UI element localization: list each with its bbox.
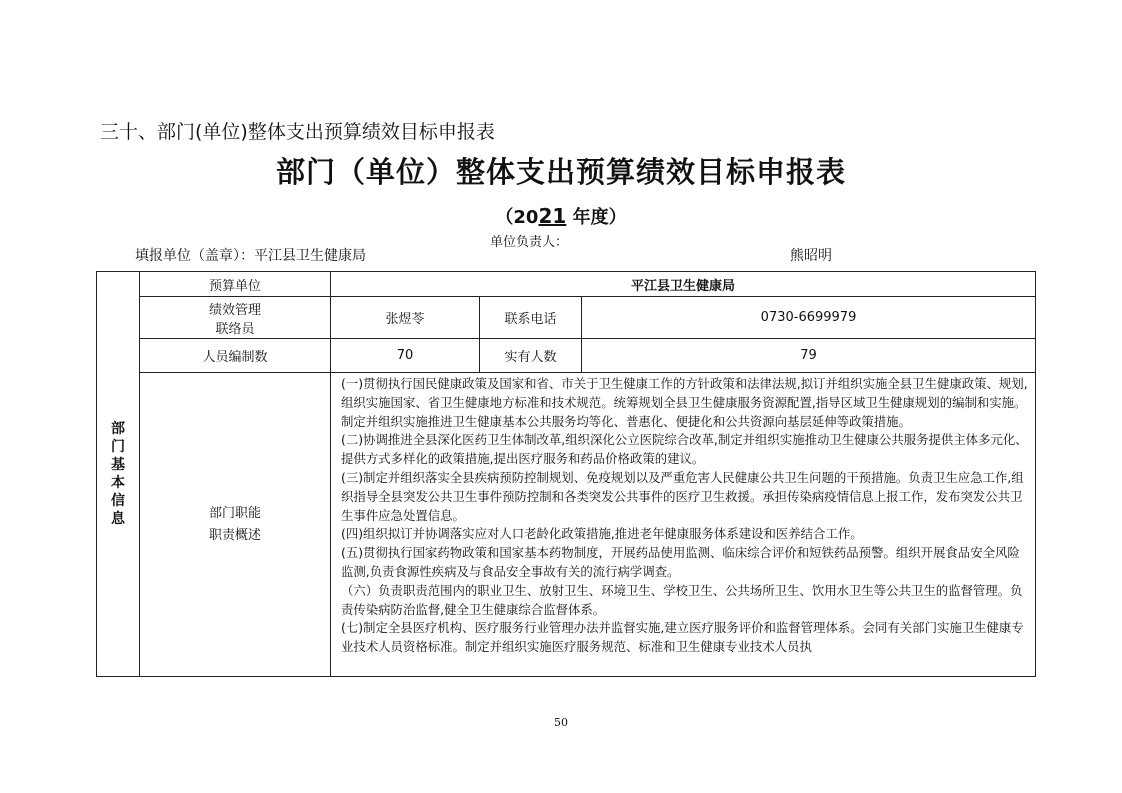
phone-value: 0730-6699979 [582,297,1036,339]
actual-value: 79 [582,339,1036,373]
page-number: 50 [554,716,568,729]
duty-paragraph-1: (一)贯彻执行国民健康政策及国家和省、市关于卫生健康工作的方针政策和法律法规,拟订并组织实施全县卫生健康政策、规划,组织实施国家、省卫生健康地方标准和技术规范。统筹规划全县卫生健康服务资源配置,指导区域卫生健康规划的编制和实施。制定并组织实施推进卫生健康基本公共服务均等化、普惠化、便捷化和公共资源向基层延伸等政策措施。 [341,376,1028,429]
unit-head-label: 单位负责人： [490,235,569,250]
duty-label-cell [140,373,331,677]
duty-paragraph-6: （六）负责职责范围内的职业卫生、放射卫生、环境卫生、学校卫生、公共场所卫生、饮用水卫生等公共卫生的监督管理。负责传染病防治监督,健全卫生健康综合监督体系。 [341,582,1023,617]
year-close: 年度） [566,207,627,228]
unit-head-value: 熊昭明 [790,248,832,264]
section-label-cell [97,272,140,677]
page-title: 部门（单位）整体支出预算绩效目标申报表 [275,155,846,189]
duty-label-line1: 部门职能 [208,505,261,521]
duty-paragraph-4: (四)组织拟订并协调落实应对人口老龄化政策措施,推进老年健康服务体系建设和医养结合工作。 [341,526,863,542]
year-digits: 21 [538,204,567,228]
budget-unit-label: 预算单位 [140,272,331,297]
duty-paragraph-7: (七)制定全县医疗机构、医疗服务行业管理办法并监督实施,建立医疗服务评价和监督管理体系。会同有关部门实施卫生健康专业技术人员资格标准。制定并组织实施医疗服务规范、标准和卫生健康专业技术人员执 [341,620,1024,655]
fill-unit: 填报单位（盖章）：平江县卫生健康局 [135,248,366,264]
duty-paragraph-3: (三)制定并组织落实全县疾病预防控制规划、免疫规划以及严重危害人民健康公共卫生问题的干预措施。负责卫生应急工作,组织指导全县突发公共卫生事件预防控制和各类突发公共事件的医疗卫生救援。承担传染病疫情信息上报工作，发布突发公共卫生事件应急处置信息。 [341,469,1024,523]
contact-label-line2: 联络员 [215,321,255,337]
contact-label-line1: 绩效管理 [208,302,261,318]
contact-value: 张煜苓 [331,297,480,339]
staff-label: 人员编制数 [140,339,331,373]
duty-text-cell [331,373,1036,677]
duty-label-line2: 职责概述 [208,527,261,543]
contact-label-cell [140,297,331,339]
duty-paragraph-5: (五)贯彻执行国家药物政策和国家基本药物制度，开展药品使用监测、临床综合评价和短铁药品预警。组织开展食品安全风险监测,负责食源性疾病及与食品安全事故有关的流行病学调查。 [341,545,1020,579]
actual-label: 实有人数 [480,339,582,373]
year-line [0,203,1122,229]
year-open: （20 [495,207,539,228]
section-heading: 三十、部门(单位)整体支出预算绩效目标申报表 [100,121,495,143]
duty-paragraph-2: (二)协调推进全县深化医药卫生体制改革,组织深化公立医院综合改革,制定并组织实施推动卫生健康公共服务提供主体多元化、提供方式多样化的政策措施,提出医疗服务和药品价格政策的建议。 [341,432,1028,467]
info-table [96,271,1036,677]
staff-value: 70 [331,339,480,373]
phone-label: 联系电话 [480,297,582,339]
budget-unit-value: 平江县卫生健康局 [331,272,1036,297]
section-label: 部门基本信息 [111,421,125,527]
